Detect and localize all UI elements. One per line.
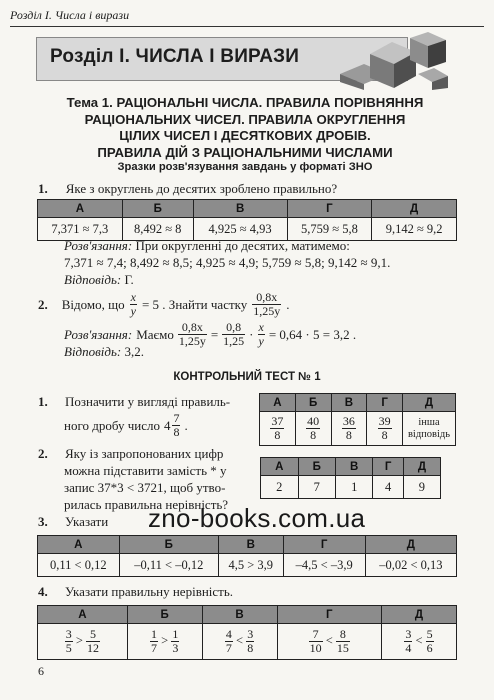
option-cell — [127, 624, 202, 660]
task-2-text: запис 37*3 < 3721, щоб утво- — [64, 480, 226, 495]
page-number: 6 — [38, 664, 44, 678]
fraction: $\frac{x}{y}$ — [258, 320, 264, 348]
fraction: $\frac{8}{15}$ — [336, 627, 349, 655]
option-letter: Б — [119, 536, 218, 554]
task-2-text: Яку із запропонованих цифр — [65, 446, 224, 461]
task-4-question — [38, 584, 233, 600]
example-2-text: Відомо, що — [61, 296, 125, 312]
example-2-question — [38, 291, 290, 318]
fraction: $\frac{3}{4}$ — [405, 627, 412, 655]
example-1-question — [38, 180, 337, 198]
task-3-text: Указати — [65, 514, 109, 529]
option-cell: 7,371 ≈ 7,3 — [38, 218, 123, 241]
task-4-answer-table — [37, 605, 457, 660]
watermark: zno-books.com.ua — [148, 503, 366, 533]
fraction: $\frac{4}{7}$ — [225, 627, 232, 655]
task-1-line2 — [64, 412, 188, 439]
option-letter: Г — [277, 606, 382, 624]
option-letter: Г — [287, 200, 372, 218]
option-cell: 7 — [298, 476, 335, 499]
example-1-text: Яке з округлень до десятих зроблено правильно? — [65, 181, 338, 196]
solution-text: = — [210, 326, 219, 342]
other-answer-line: інша — [418, 416, 440, 428]
option-letter: Г — [367, 394, 403, 412]
option-cell: –0,02 < 0,13 — [365, 554, 456, 577]
example-2-number: 2. — [38, 296, 48, 312]
fraction: $\frac{5}{12}$ — [87, 627, 100, 655]
option-cell: –0,11 < –0,12 — [119, 554, 218, 577]
fraction: $\frac{0,8x}{1,25y}$ — [178, 320, 206, 348]
option-letter: Б — [298, 458, 335, 476]
subtitle: Зразки розв'язування завдань у форматі ЗНО — [117, 161, 373, 173]
option-letter: Б — [295, 394, 331, 412]
option-letter: Д — [403, 458, 440, 476]
task-2-text: рилась правильна нерівність? — [64, 497, 229, 512]
fraction: $\frac{0,8}{1,25}$ — [223, 320, 245, 348]
option-cell — [202, 624, 277, 660]
topic-title — [40, 95, 450, 161]
solution-label: Розв'язання: — [64, 326, 133, 342]
example-2-answer — [64, 344, 144, 360]
option-cell: 4,5 > 3,9 — [218, 554, 283, 577]
option-letter: Г — [373, 458, 403, 476]
example-2-text: . — [286, 296, 290, 312]
option-letter: Б — [127, 606, 202, 624]
option-cell — [260, 412, 296, 446]
task-2-text: можна підставити замість * у — [64, 463, 227, 478]
fraction: $\frac{3}{5}$ — [65, 627, 72, 655]
solution-text: · — [249, 326, 254, 342]
mixed-number-whole: 4 — [163, 417, 171, 433]
other-answer-line: відповідь — [407, 428, 451, 440]
example-1-answer-table — [37, 199, 457, 241]
solution-label: Розв'язання: — [64, 238, 133, 253]
option-letter: В — [335, 458, 373, 476]
solution-text: Маємо — [136, 326, 174, 342]
answer-value: 3,2. — [124, 344, 144, 359]
option-letter: В — [331, 394, 367, 412]
task-1-text: . — [184, 417, 188, 433]
option-cell: 5,759 ≈ 5,8 — [287, 218, 372, 241]
option-letter: В — [202, 606, 277, 624]
comparison-sign: < — [236, 633, 244, 648]
fraction: $\frac{0,8x}{1,25y}$ — [253, 290, 281, 318]
option-letter: А — [260, 394, 296, 412]
fraction: $\frac{1}{7}$ — [151, 627, 157, 655]
option-letter: Б — [122, 200, 193, 218]
answer-value: Г. — [124, 272, 134, 287]
example-1-solution — [64, 238, 350, 254]
task-1-line1 — [38, 394, 230, 410]
answer-label: Відповідь: — [64, 272, 122, 287]
answer-label: Відповідь: — [64, 344, 122, 359]
option-cell: 2 — [261, 476, 299, 499]
task-3-question — [38, 514, 108, 530]
fraction: $\frac{7}{8}$ — [173, 411, 180, 439]
option-cell — [277, 624, 382, 660]
option-cell — [367, 412, 403, 446]
option-letter: А — [261, 458, 299, 476]
task-1-text: ного дробу число — [64, 417, 160, 433]
option-cell — [331, 412, 367, 446]
option-cell: 4 — [373, 476, 403, 499]
fraction: $\frac{x}{y}$ — [130, 290, 136, 318]
fraction: $\frac{7}{10}$ — [309, 627, 322, 655]
option-cell: –4,5 < –3,9 — [283, 554, 365, 577]
comparison-sign: < — [415, 633, 423, 648]
option-letter: А — [38, 200, 123, 218]
running-head: Розділ I. Числа і вирази — [10, 8, 130, 22]
option-cell — [38, 624, 128, 660]
fraction: $\frac{39}{8}$ — [378, 414, 391, 442]
option-cell — [382, 624, 457, 660]
task-2-answer-table — [260, 457, 441, 499]
task-3-answer-table — [37, 535, 457, 577]
task-3-number: 3. — [38, 514, 48, 529]
test-title: КОНТРОЛЬНИЙ ТЕСТ № 1 — [173, 371, 321, 383]
header-rule — [10, 26, 484, 27]
option-cell: 9 — [403, 476, 440, 499]
option-letter: Г — [283, 536, 365, 554]
option-cell: 8,492 ≈ 8 — [122, 218, 193, 241]
option-letter: Д — [365, 536, 456, 554]
task-1-number: 1. — [38, 394, 48, 409]
task-1-text: Позначити у вигляді правиль- — [65, 394, 231, 409]
topic-title-line: Тема 1. РАЦІОНАЛЬНІ ЧИСЛА. ПРАВИЛА ПОРІВНЯННЯ — [66, 95, 424, 110]
example-1-number: 1. — [38, 181, 48, 196]
fraction: $\frac{5}{6}$ — [426, 627, 433, 655]
option-letter: Д — [382, 606, 457, 624]
option-letter: А — [38, 606, 128, 624]
task-2-line1 — [38, 446, 223, 462]
option-cell: 1 — [335, 476, 373, 499]
option-letter: В — [218, 536, 283, 554]
section-title: Розділ I. ЧИСЛА І ВИРАЗИ — [50, 46, 300, 67]
solution-text: При округленні до десятих, матимемо: — [135, 238, 350, 253]
task-1-answer-table — [259, 393, 456, 446]
option-letter: В — [193, 200, 287, 218]
option-cell: 0,11 < 0,12 — [38, 554, 120, 577]
example-1-answer — [64, 272, 134, 288]
option-letter: Д — [372, 200, 457, 218]
comparison-sign: > — [75, 633, 83, 648]
topic-title-line: ЦІЛИХ ЧИСЕЛ І ДЕСЯТКОВИХ ДРОБІВ. — [119, 128, 371, 143]
option-letter: А — [38, 536, 120, 554]
option-letter: Д — [403, 394, 456, 412]
option-cell — [403, 412, 456, 446]
option-cell — [295, 412, 331, 446]
example-2-text: = 5 . Знайти частку — [141, 296, 248, 312]
task-4-text: Указати правильну нерівність. — [65, 584, 234, 599]
example-1-solution-line2: 7,371 ≈ 7,4; 8,492 ≈ 8,5; 4,925 ≈ 4,9; 5,759 ≈ 5,8; 9,142 ≈ 9,1. — [64, 255, 391, 270]
comparison-sign: > — [161, 633, 169, 648]
comparison-sign: < — [325, 633, 333, 648]
option-cell: 4,925 ≈ 4,93 — [193, 218, 287, 241]
solution-text: = 0,64 · 5 = 3,2 . — [268, 326, 357, 342]
fraction: $\frac{36}{8}$ — [342, 414, 355, 442]
task-2-number: 2. — [38, 446, 48, 461]
cubes-decoration — [330, 30, 450, 90]
topic-title-line: РАЦІОНАЛЬНИХ ЧИСЕЛ. ПРАВИЛА ОКРУГЛЕННЯ — [84, 111, 406, 127]
task-4-number: 4. — [38, 584, 48, 599]
fraction: $\frac{3}{8}$ — [247, 627, 254, 655]
fraction: $\frac{40}{8}$ — [307, 414, 320, 442]
fraction: $\frac{1}{3}$ — [172, 627, 179, 655]
topic-title-line: ПРАВИЛА ДІЙ З РАЦІОНАЛЬНИМИ ЧИСЛАМИ — [97, 144, 393, 160]
option-cell: 9,142 ≈ 9,2 — [372, 218, 457, 241]
fraction: $\frac{37}{8}$ — [271, 414, 284, 442]
